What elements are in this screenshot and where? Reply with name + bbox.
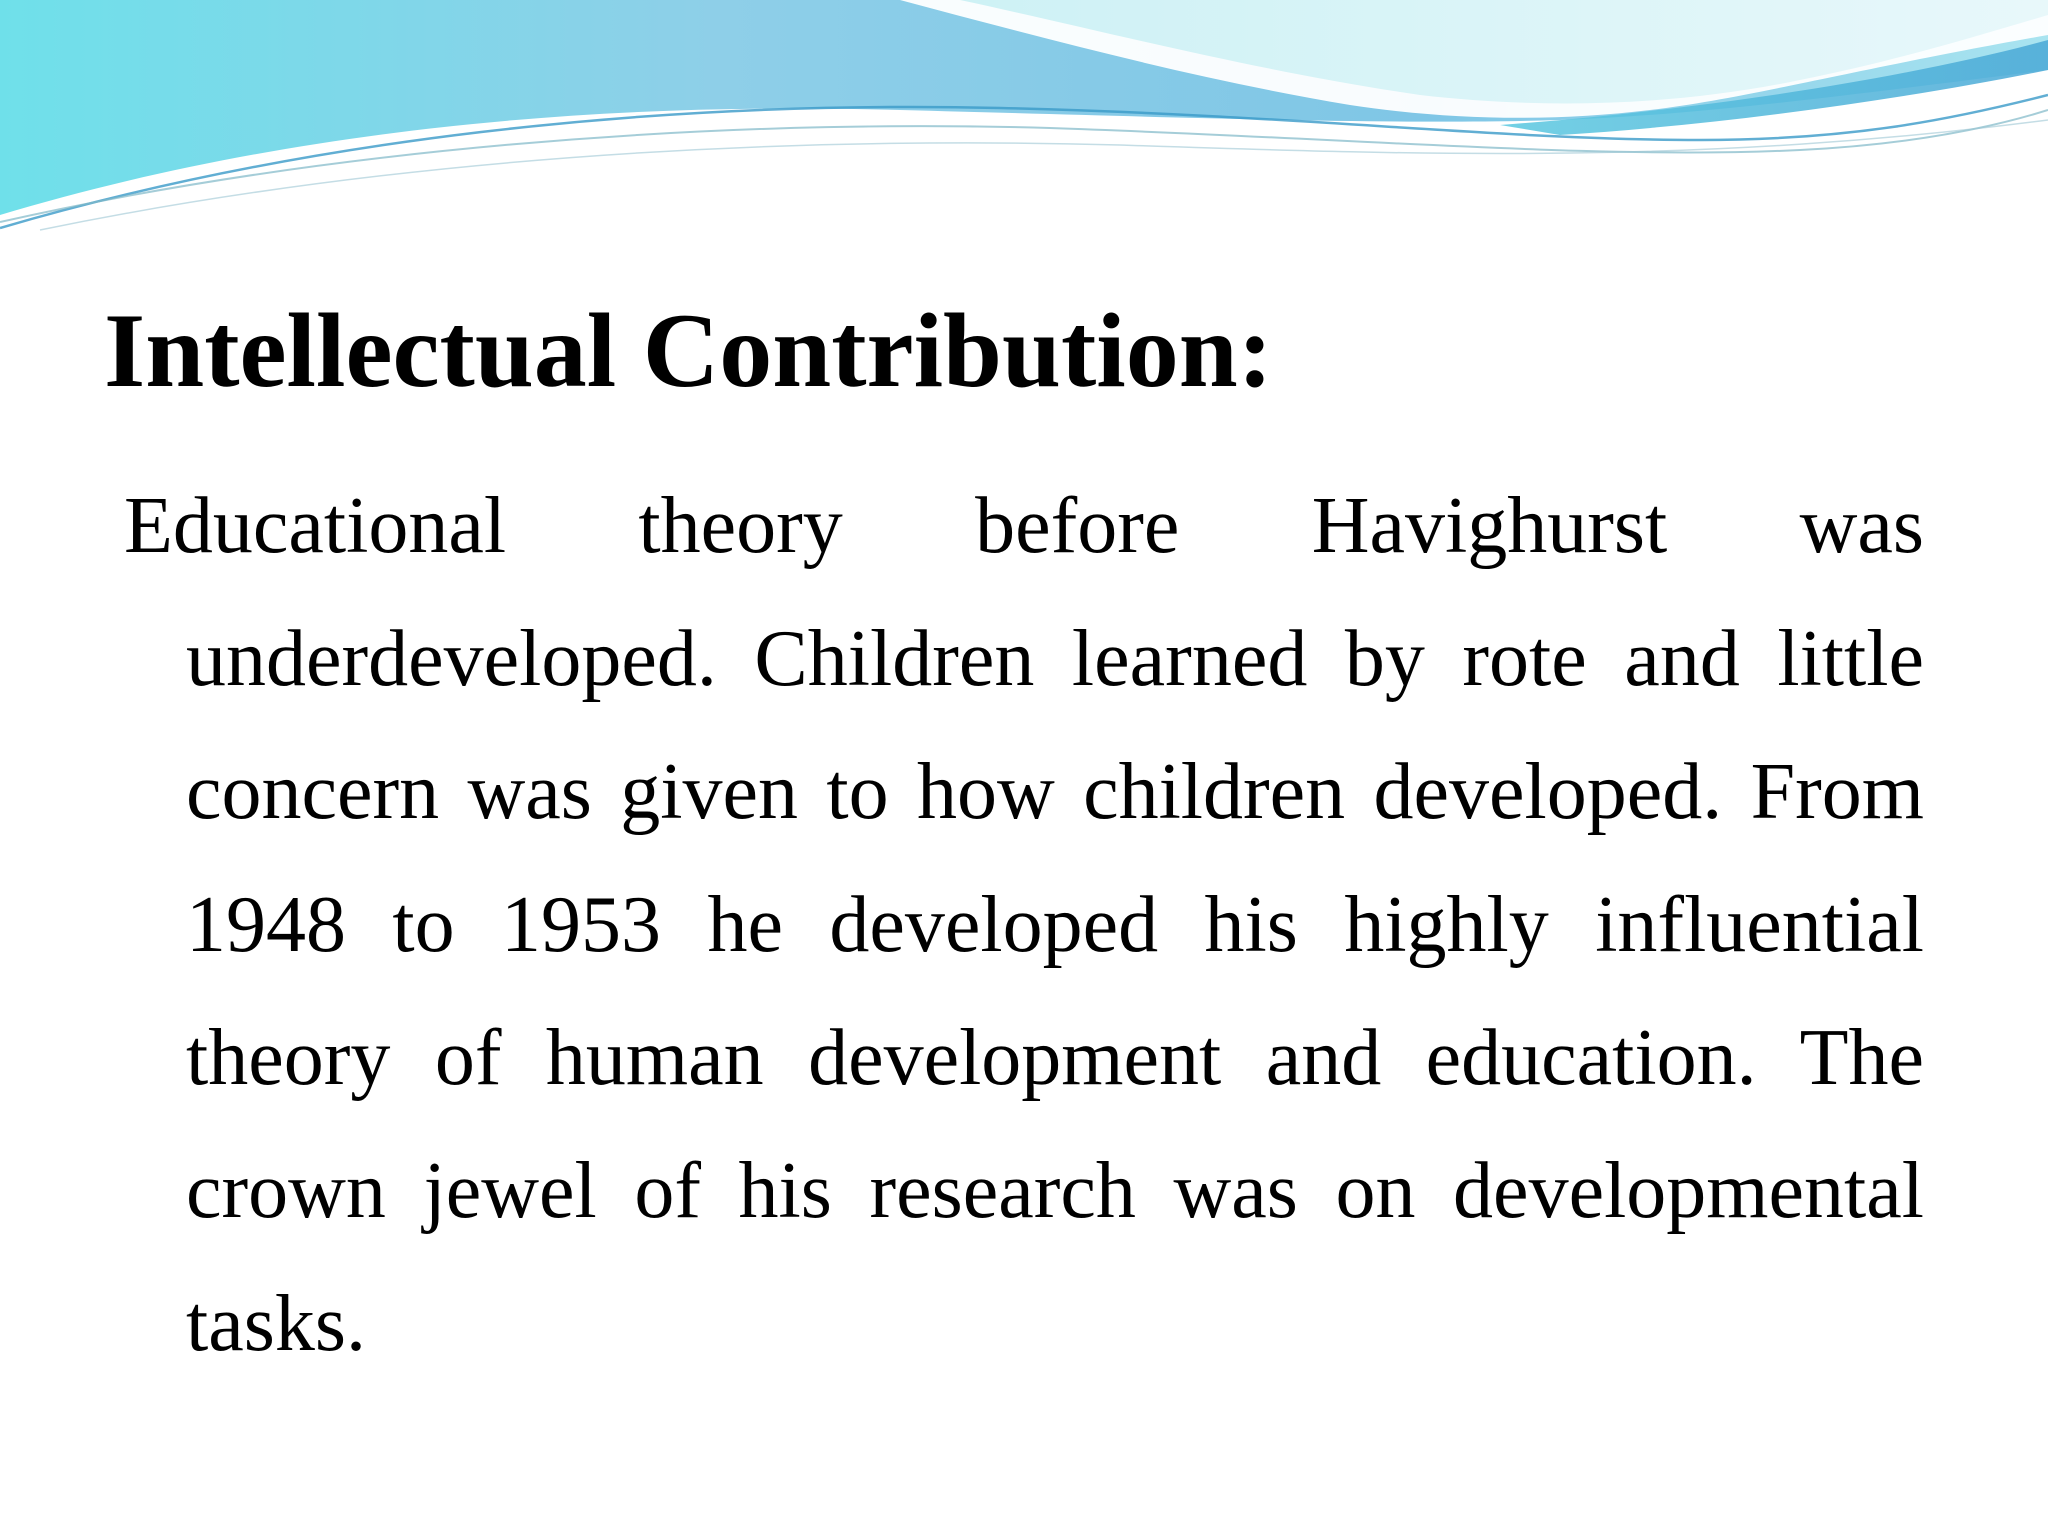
header-wave-decoration bbox=[0, 0, 2048, 240]
body-paragraph: Educational theory before Havighurst was underdeveloped. Children learned by rote and little concern was given to how children developed. From 1948 to 1953 he developed his highly influential theory of human development and education. The crown jewel of his research was on developmental tasks. bbox=[124, 482, 1924, 1368]
slide-title: Intellectual Contribution: bbox=[104, 292, 1273, 409]
